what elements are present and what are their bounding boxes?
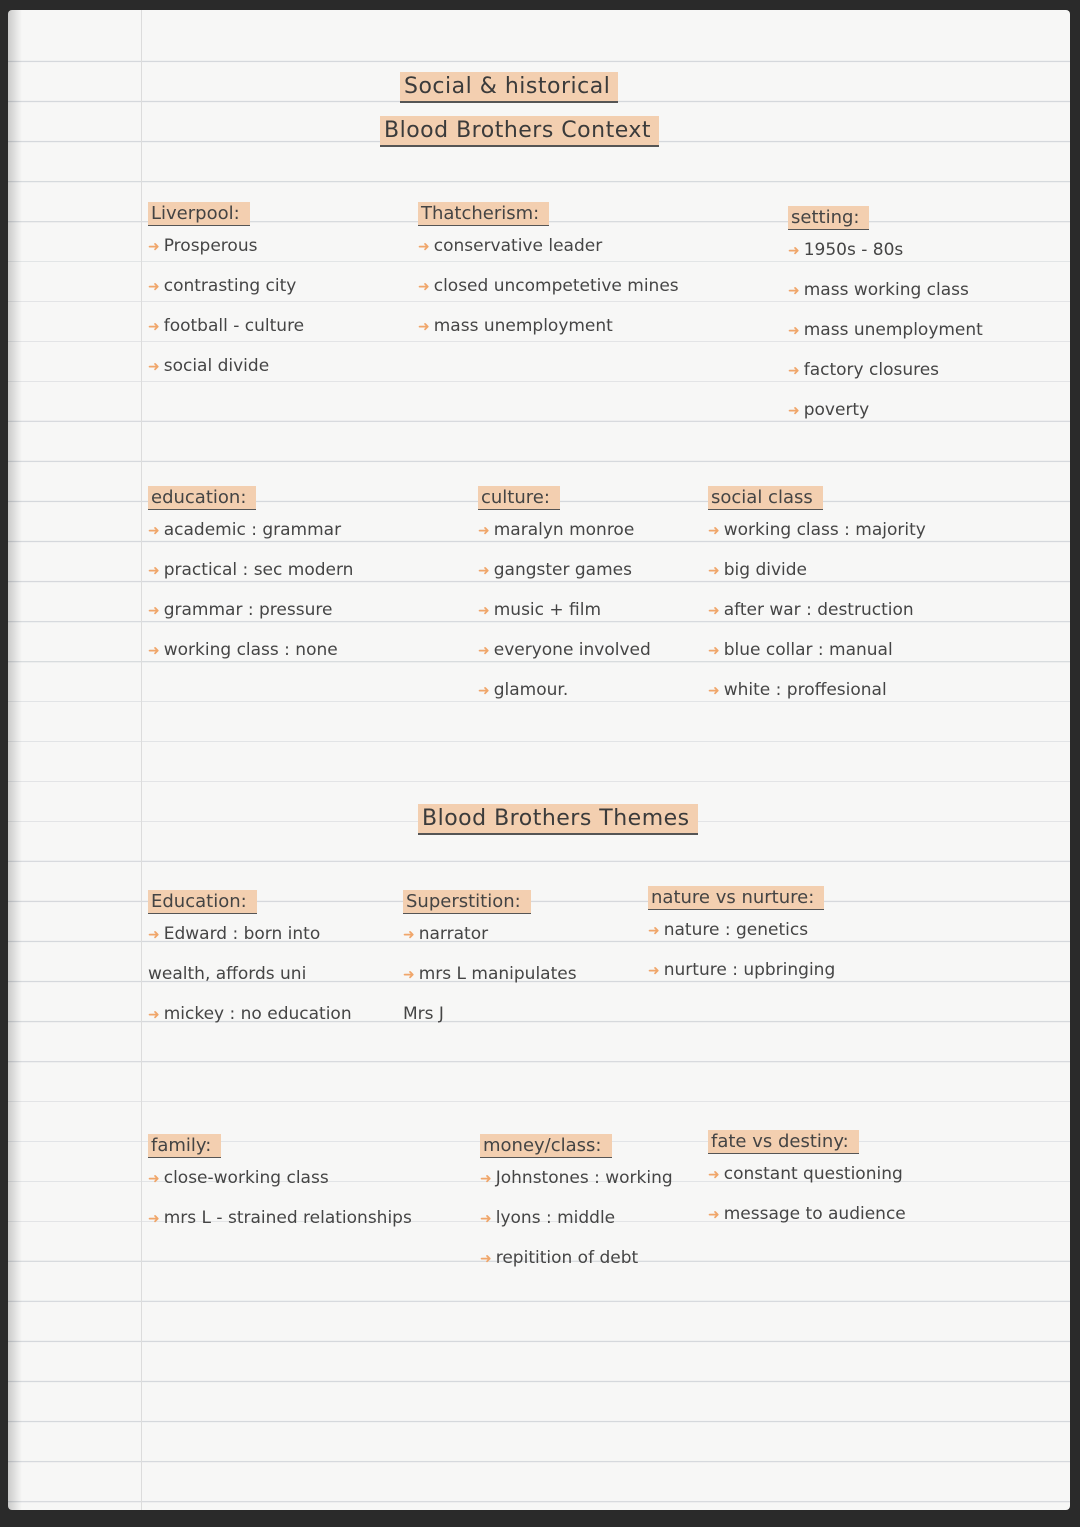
list-item: ➜ narrator (403, 924, 489, 944)
list-item: ➜ mrs L manipulates (403, 964, 577, 984)
list-item: ➜ white : proffesional (708, 680, 887, 700)
section-title: fate vs destiny: (708, 1130, 859, 1154)
list-item: ➜ mass working class (788, 280, 969, 300)
list-item: ➜ maralyn monroe (478, 520, 635, 540)
section-title: social class (708, 486, 823, 510)
section-nature-nurture (648, 886, 835, 1000)
section-title: Liverpool: (148, 202, 250, 226)
list-item: ➜ mass unemployment (418, 316, 613, 336)
section-culture (478, 486, 651, 720)
list-item: ➜ working class : majority (708, 520, 926, 540)
list-item: ➜ working class : none (148, 640, 338, 660)
list-item: ➜ constant questioning (708, 1164, 903, 1184)
main-heading-line2: Blood Brothers Context (380, 118, 659, 143)
list-item: ➜ Edward : born into (148, 924, 321, 944)
section-title: nature vs nurture: (648, 886, 824, 910)
section-title: Thatcherism: (418, 202, 549, 226)
list-item: ➜ grammar : pressure (148, 600, 333, 620)
list-item: ➜ Johnstones : working (480, 1168, 673, 1188)
section-title: education: (148, 486, 256, 510)
list-item: ➜ conservative leader (418, 236, 603, 256)
list-item: ➜ practical : sec modern (148, 560, 354, 580)
list-item: ➜ poverty (788, 400, 870, 420)
list-item: ➜ message to audience (708, 1204, 906, 1224)
list-item: ➜ glamour. (478, 680, 569, 700)
list-item: ➜ music + film (478, 600, 602, 620)
margin-line (141, 10, 142, 1510)
section-money-class (480, 1134, 673, 1288)
list-item: ➜ everyone involved (478, 640, 651, 660)
list-item: ➜ closed uncompetetive mines (418, 276, 679, 296)
list-item: ➜ academic : grammar (148, 520, 342, 540)
list-item: ➜ after war : destruction (708, 600, 914, 620)
section-setting (788, 206, 983, 440)
spine-shadow (8, 10, 22, 1510)
section-social-class (708, 486, 926, 720)
list-item: ➜ gangster games (478, 560, 632, 580)
list-item: ➜ mrs L - strained relationships (148, 1208, 412, 1228)
section-title: setting: (788, 206, 869, 230)
list-item: wealth, affords uni (148, 964, 307, 984)
list-item: ➜ football - culture (148, 316, 305, 336)
section-education-context (148, 486, 353, 680)
section-title: Education: (148, 890, 257, 914)
section-family (148, 1134, 412, 1248)
list-item: ➜ Prosperous (148, 236, 258, 256)
section-fate-destiny (708, 1130, 906, 1244)
section-liverpool (148, 202, 304, 396)
section-thatcherism (418, 202, 679, 356)
list-item: ➜ social divide (148, 356, 270, 376)
section-title: money/class: (480, 1134, 612, 1158)
list-item: ➜ close-working class (148, 1168, 329, 1188)
main-heading-line1: Social & historical (400, 74, 618, 99)
list-item: ➜ 1950s - 80s (788, 240, 904, 260)
list-item: ➜ mass unemployment (788, 320, 983, 340)
themes-heading: Blood Brothers Themes (418, 806, 698, 831)
list-item: Mrs J (403, 1004, 444, 1024)
list-item: ➜ repitition of debt (480, 1248, 639, 1268)
list-item: ➜ factory closures (788, 360, 940, 380)
list-item: ➜ blue collar : manual (708, 640, 893, 660)
section-title: family: (148, 1134, 221, 1158)
list-item: ➜ contrasting city (148, 276, 297, 296)
list-item: ➜ big divide (708, 560, 807, 580)
list-item: ➜ lyons : middle (480, 1208, 616, 1228)
section-title: Superstition: (403, 890, 531, 914)
section-superstition (403, 890, 577, 1044)
section-theme-education (148, 890, 352, 1044)
section-title: culture: (478, 486, 560, 510)
list-item: ➜ nature : genetics (648, 920, 809, 940)
notebook-page (8, 10, 1070, 1510)
list-item: ➜ mickey : no education (148, 1004, 352, 1024)
list-item: ➜ nurture : upbringing (648, 960, 836, 980)
